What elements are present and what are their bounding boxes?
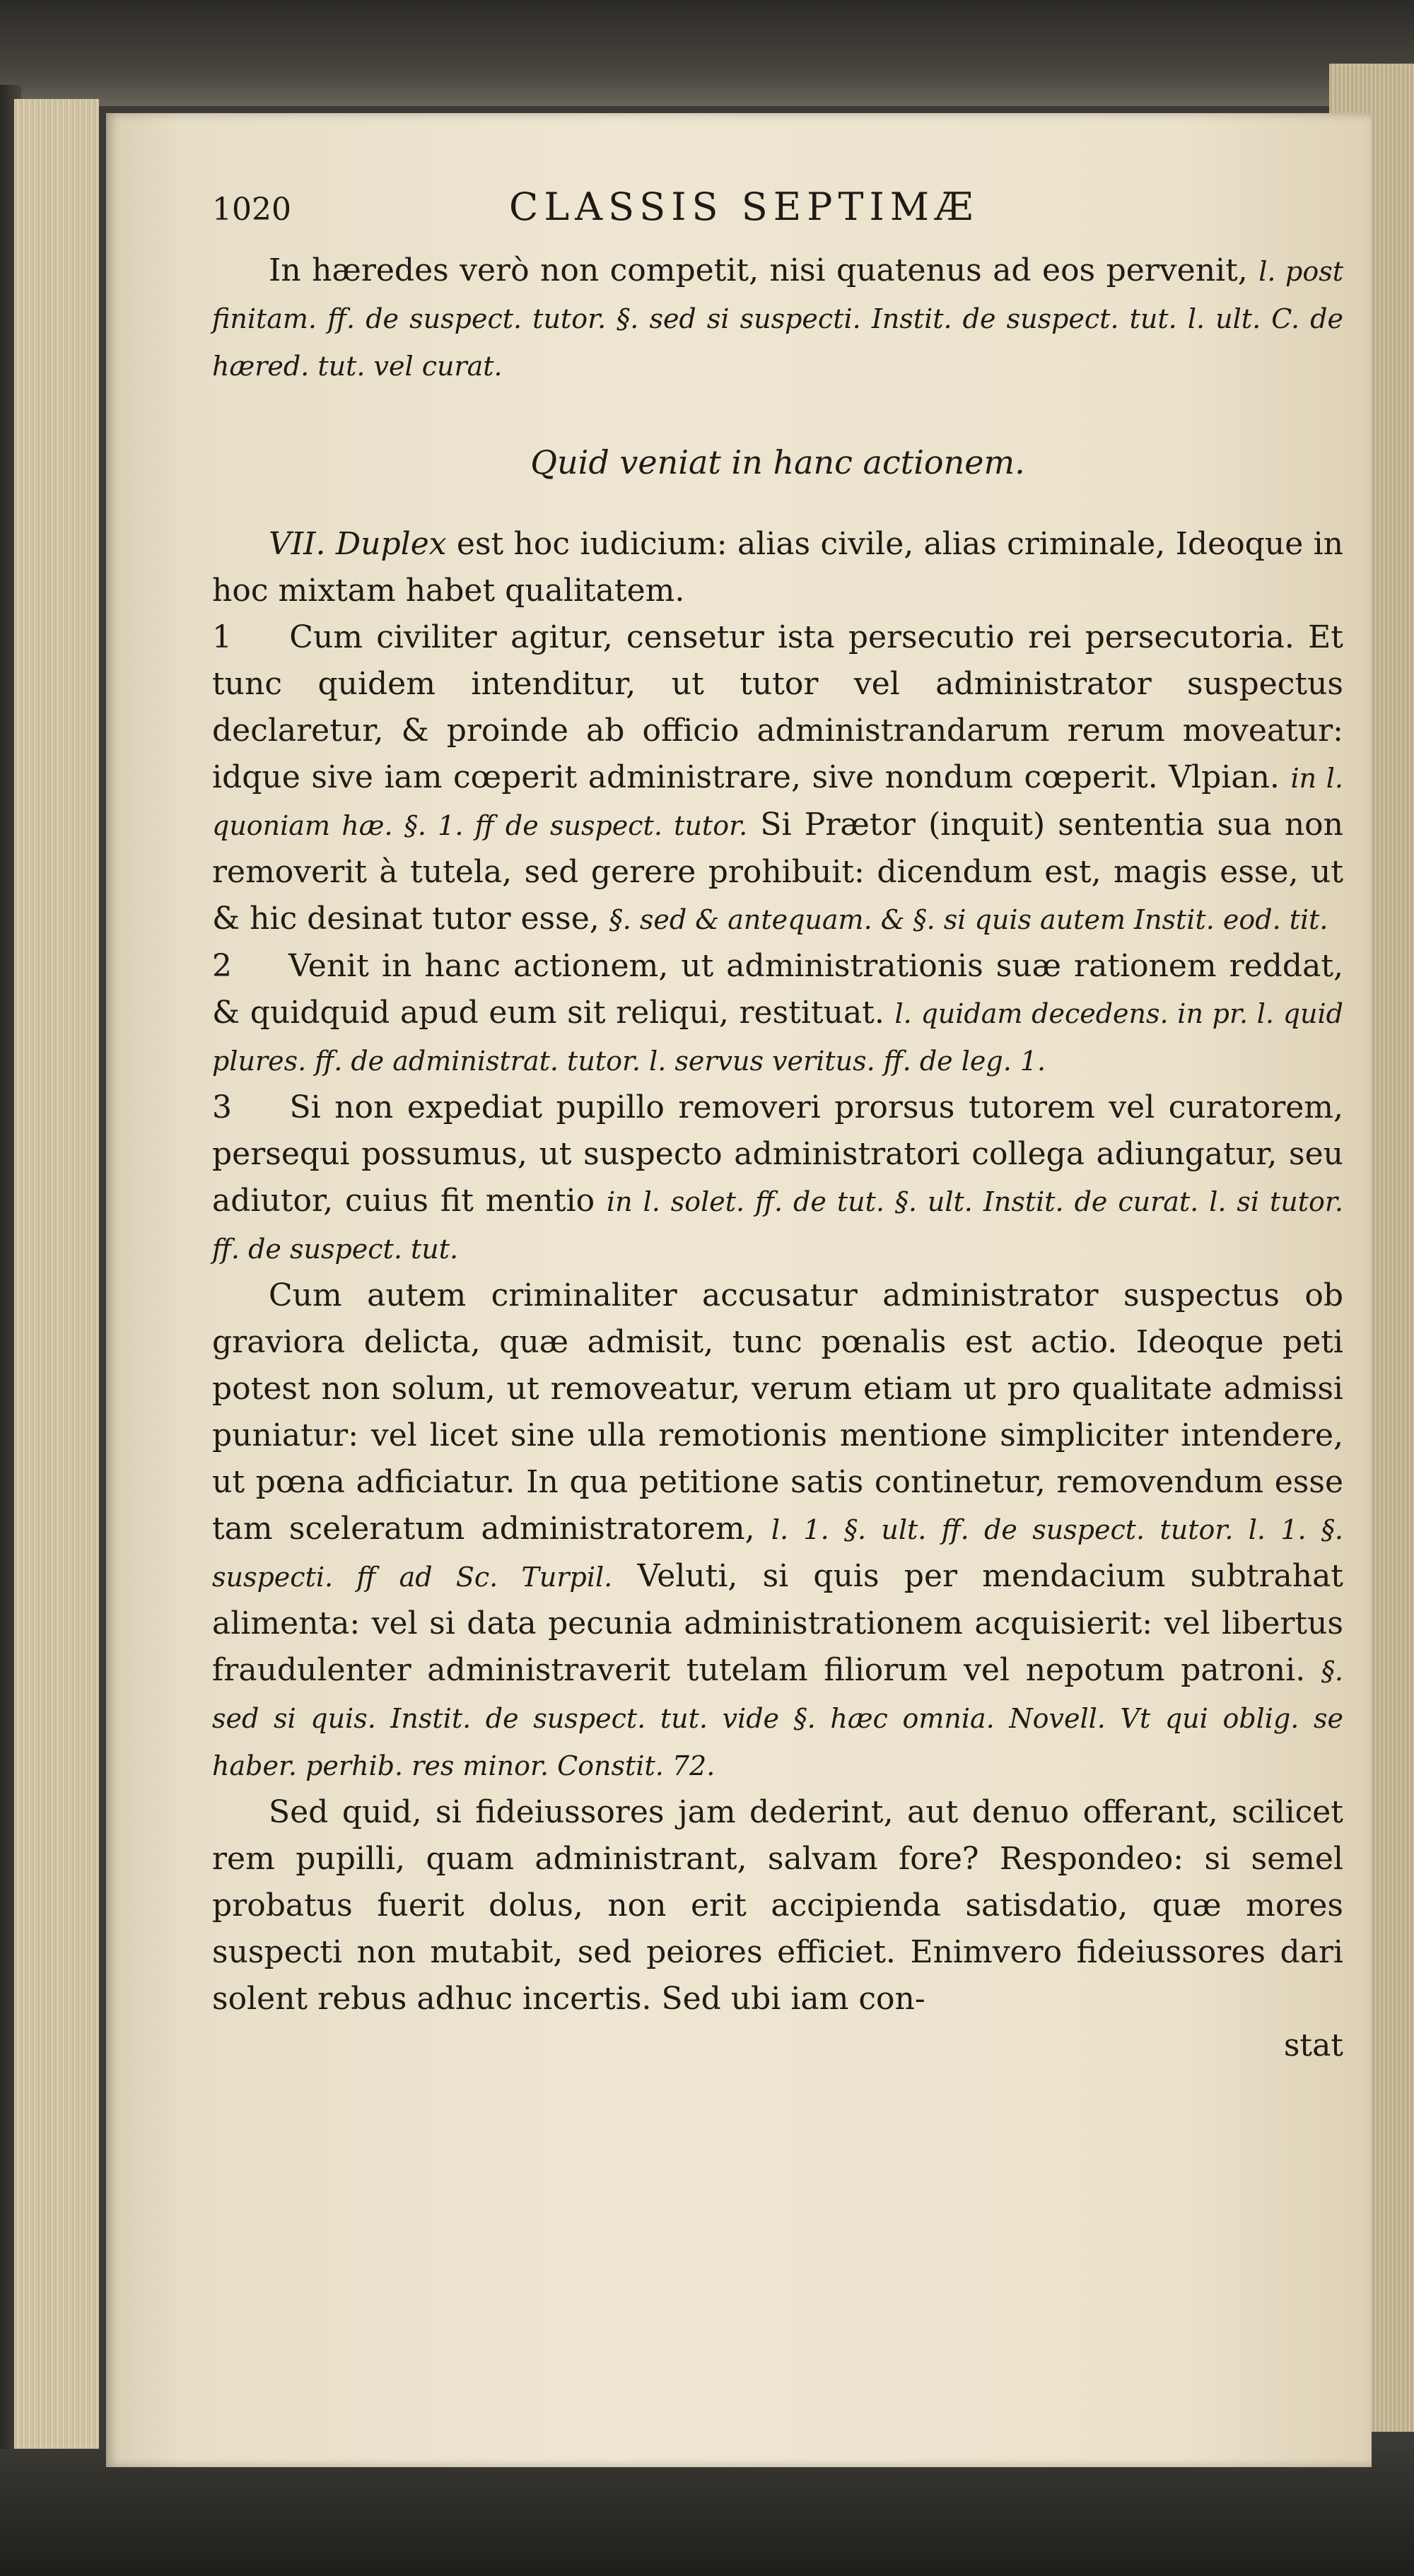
citation: l. quidam decedens. in pr. l. quid plures. ff. de administrat. tutor. l. servus veritus. ff. de leg. 1. <box>212 998 1343 1077</box>
citation: §. sed si quis. Instit. de suspect. tut. vide §. hæc omnia. Novell. Vt qui oblig. se haber. perhib. res minor. Constit. 72. <box>212 1656 1343 1781</box>
paragraph-text: Cum autem criminaliter accusatur administrator suspectus ob graviora delicta, quæ admisit, tunc pœnalis est actio. Ideoque peti potest non solum, ut removeatur, verum etiam ut pro qualitate admissi puniatur: vel licet sine ulla remotionis mentione simpliciter intendere, ut pœna adficiatur. In qua petitione satis continetur, removendum esse tam sceleratum administratorem, <box>212 1277 1343 1547</box>
paragraph-text: In hæredes verò non competit, nisi quatenus ad eos pervenit, <box>269 252 1248 288</box>
page-header <box>212 184 1343 247</box>
citation: in l. quoniam hæ. §. 1. ff de suspect. tutor. <box>212 763 1343 841</box>
paragraph-section-7 <box>212 521 1343 614</box>
numbered-item-3 <box>212 1084 1343 1272</box>
item-number: 1 <box>212 619 232 655</box>
page-text-block <box>212 184 1343 2069</box>
citation: l. 1. §. ult. ff. de suspect. tutor. l. 1. §. suspecti. ff ad Sc. Turpil. <box>212 1514 1343 1593</box>
citation: l. post finitam. ff. de suspect. tutor. §. sed si suspecti. Instit. de suspect. tut. l. ult. C. de hæred. tut. vel curat. <box>212 256 1343 382</box>
running-head: CLASSIS SEPTIMÆ <box>509 185 979 229</box>
citation: §. sed & antequam. & §. si quis autem Instit. eod. tit. <box>609 904 1328 935</box>
paragraph-text: Si non expediat pupillo removeri prorsus tutorem vel curatorem, persequi possumus, ut suspecto administratori collega adiungatur, seu adiutor, cuius fit mentio <box>212 1089 1343 1219</box>
paragraph-text: Sed quid, si fideiussores jam dederint, aut denuo offerant, scilicet rem pupilli, quam administrant, salvam fore? Respondeo: si semel probatus fuerit dolus, non erit accipienda satisdatio, quæ mores suspecti non mutabit, sed peiores efficiet. Enimvero fideiussores dari solent rebus adhuc incertis. Sed ubi iam con- <box>212 1794 1343 2017</box>
catchword: stat <box>1283 2027 1343 2063</box>
book-top-shadow <box>0 0 1414 106</box>
citation: in l. solet. ff. de tut. §. ult. Instit. de curat. l. si tutor. ff. de suspect. tut. <box>212 1186 1343 1265</box>
paragraph-criminal <box>212 1272 1343 1789</box>
paragraph-heirs <box>212 247 1343 390</box>
item-number: 2 <box>212 948 232 984</box>
section-label: VII. Duplex <box>269 526 447 562</box>
paragraph-text: Si Prætor (inquit) sententia sua non removerit à tutela, sed gerere prohibuit: dicendum est, magis esse, ut & hic desinat tutor esse, <box>212 807 1343 937</box>
numbered-item-1 <box>212 614 1343 943</box>
paragraph-text: Cum civiliter agitur, censetur ista persecutio rei persecutoria. Et tunc quidem intenditur, ut tutor vel administrator suspectus declaretur, & proinde ab officio administrandarum rerum moveatur: idque sive iam cœperit administrare, sive nondum cœperit. Vlpian. <box>212 619 1343 795</box>
page-edges-left <box>14 99 99 2481</box>
paragraph-text: Venit in hanc actionem, ut administrationis suæ rationem reddat, & quidquid apud eum sit reliqui, restituat. <box>212 948 1343 1031</box>
section-heading: Quid veniat in hanc actionem. <box>530 443 1025 481</box>
numbered-item-2 <box>212 943 1343 1084</box>
paragraph-sureties <box>212 1789 1343 2022</box>
item-number: 3 <box>212 1089 232 1125</box>
paragraph-text: Veluti, si quis per mendacium subtrahat alimenta: vel si data pecunia administrationem acquisierit: vel libertus fraudulenter administraverit tutelam filiorum vel nepotum patroni. <box>212 1558 1343 1688</box>
paragraph-text: est hoc iudicium: alias civile, alias criminale, Ideoque in hoc mixtam habet qualitatem. <box>212 526 1343 609</box>
page-number: 1020 <box>212 192 291 228</box>
book-bottom-shadow <box>0 2449 1414 2576</box>
book-page <box>106 113 1372 2467</box>
